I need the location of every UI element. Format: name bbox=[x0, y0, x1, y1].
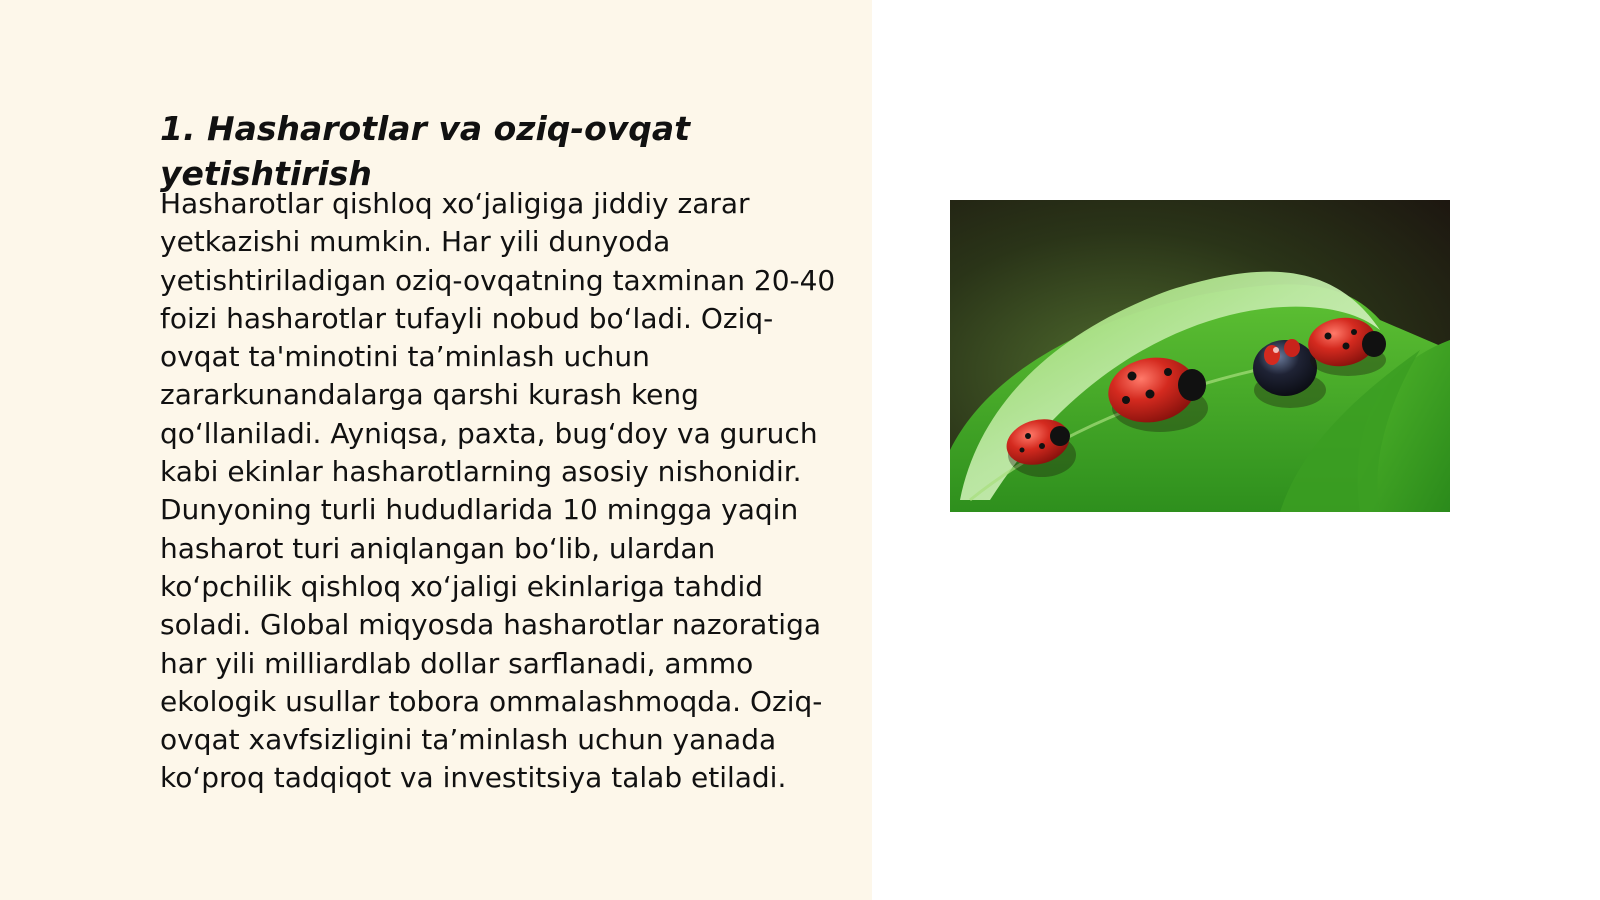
slide-body-text: Hasharotlar qishloq xo‘jaligiga jiddiy zarar yetkazishi mumkin. Har yili dunyoda yetishtiriladigan oziq-ovqatning taxminan 20-40 foizi hasharotlar tufayli nobud bo‘ladi. Oziq-ovqat ta'minotini ta’minlash uchun zararkunandalarga qarshi kurash keng qo‘llaniladi. Ayniqsa, paxta, bug‘doy va guruch kabi ekinlar hasharotlarning asosiy nishonidir. Dunyoning turli hududlarida 10 mingga yaqin hasharot turi aniqlangan bo‘lib, ulardan ko‘pchilik qishloq xo‘jaligi ekinlariga tahdid soladi. Global miqyosda hasharotlar nazoratiga har yili milliardlab dollar sarflanadi, ammo ekologik usullar tobora ommalashmoqda. Oziq-ovqat xavfsizligini ta’minlash uchun yanada ko‘proq tadqiqot va investitsiya talab etiladi. bbox=[160, 187, 836, 795]
slide-title: 1. Hasharotlar va oziq-ovqat yetishtirish bbox=[160, 109, 690, 193]
ladybugs-on-leaf-image bbox=[950, 200, 1450, 512]
